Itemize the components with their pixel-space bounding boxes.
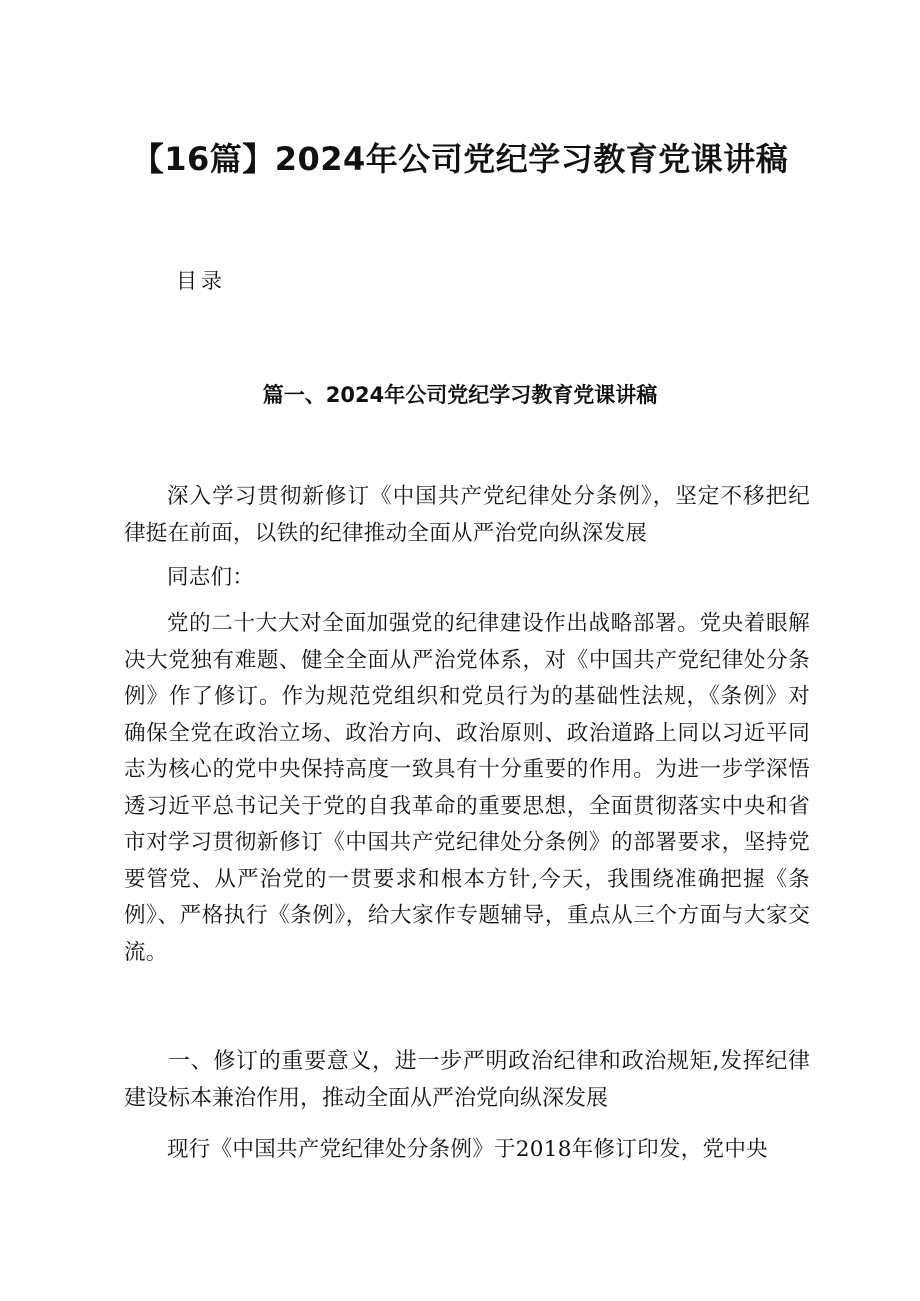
intro-paragraph: 党的二十大大对全面加强党的纪律建设作出战略部署。党央着眼解决大党独有难题、健全全面从严治党体系，对《中国共产党纪律处分条例》作了修订。作为规范党组织和党员行为的基础性法规，《条例》对确保全党在政治立场、政治方向、政治原则、政治道路上同以习近平同志为核心的党中央保持高度一致具有十分重要的作用。为进一步学深悟透习近平总书记关于党的自我革命的重要思想，全面贯彻落实中央和省市对学习贯彻新修订《中国共产党纪律处分条例》的部署要求，坚持党要管党、从严治党的一贯要求和根本方针,今天，我围绕准确把握《条例》、严格执行《条例》，给大家作专题辅导，重点从三个方面与大家交流。: [124, 611, 810, 965]
section-heading: 篇一、2024年公司党纪学习教育党课讲稿: [262, 383, 658, 407]
chapter-one-heading: 一、修订的重要意义，进一步严明政治纪律和政治规矩,发挥纪律建设标本兼治作用，推动全面从严治党向纵深发展: [124, 1049, 810, 1111]
chapter-one-paragraph: 现行《中国共产党纪律处分条例》于2018年修订印发，党中央: [167, 1137, 768, 1162]
document-title: 【16篇】2024年公司党纪学习教育党课讲稿: [131, 140, 789, 178]
toc-label: 目录: [176, 269, 226, 293]
speech-subtitle: 深入学习贯彻新修订《中国共产党纪律处分条例》，坚定不移把纪律挺在前面，以铁的纪律推动全面从严治党向纵深发展: [124, 484, 810, 546]
greeting-paragraph: 同志们：: [167, 565, 255, 590]
